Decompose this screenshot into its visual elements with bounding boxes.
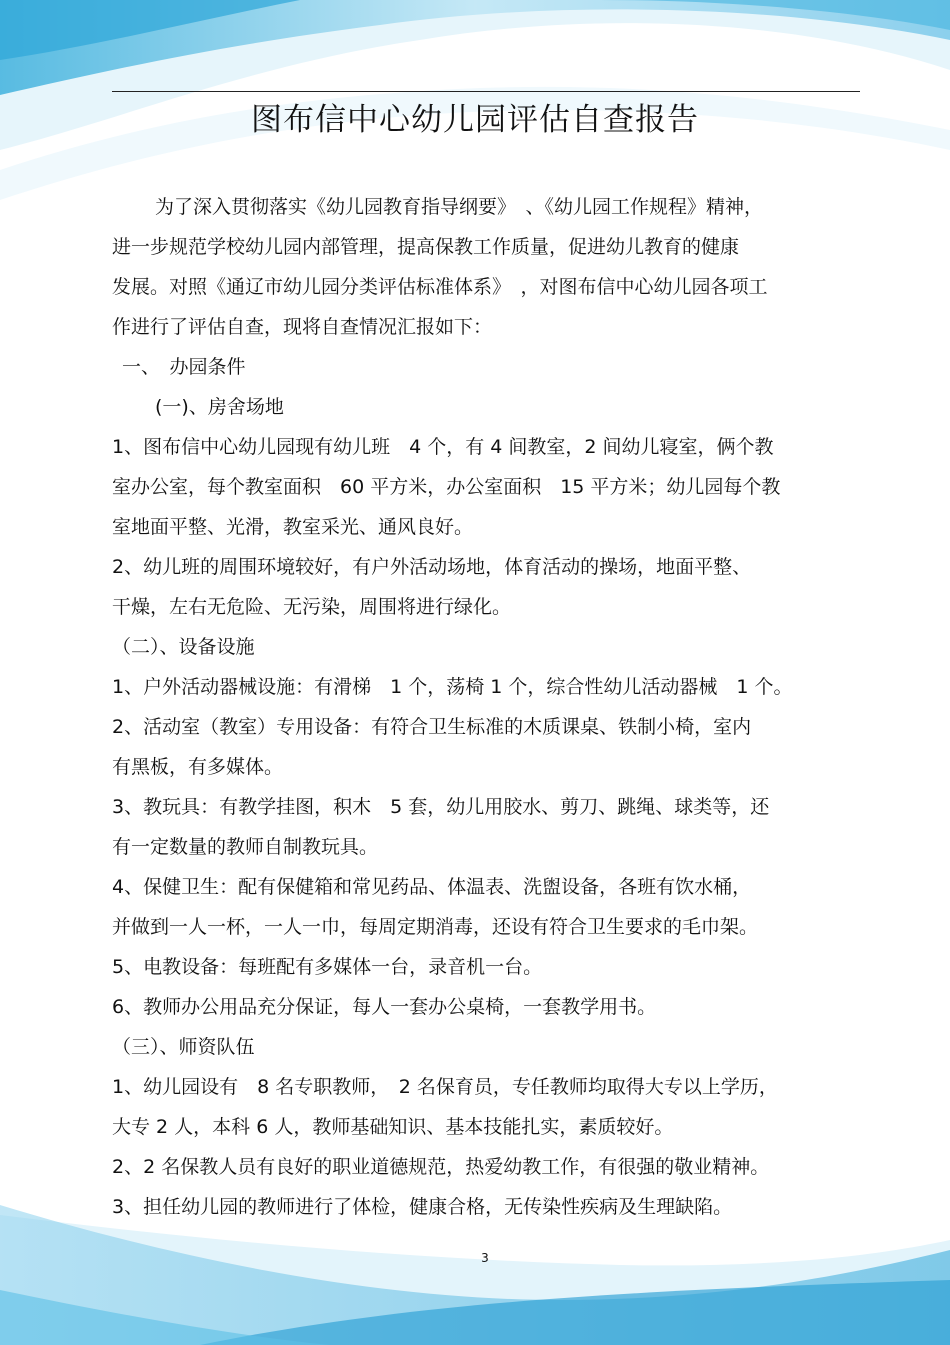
paragraph-line: 1、户外活动器械设施：有滑梯 1 个，荡椅 1 个，综合性幼儿活动器械 1 个。 (112, 676, 793, 698)
report-title: 图布信中心幼儿园评估自查报告 (251, 102, 699, 138)
subsection-heading: （三）、师资队伍 (112, 1036, 255, 1058)
paragraph-line: 5、电教设备：每班配有多媒体一台，录音机一台。 (112, 956, 543, 978)
paragraph-line: 3、教玩具：有教学挂图，积木 5 套，幼儿用胶水、剪刀、跳绳、球类等，还 (112, 796, 770, 818)
paragraph-line: 室办公室，每个教室面积 60 平方米，办公室面积 15 平方米；幼儿园每个教 (112, 476, 781, 498)
paragraph-line: 2、活动室（教室）专用设备：有符合卫生标准的木质课桌、铁制小椅，室内 (112, 716, 752, 738)
paragraph-line: 为了深入贯彻落实《幼儿园教育指导纲要》 、《幼儿园工作规程》精神， (155, 196, 764, 218)
paragraph-line: 1、幼儿园设有 8 名专职教师， 2 名保育员，专任教师均取得大专以上学历， (112, 1076, 778, 1098)
paragraph-line: 2、幼儿班的周围环境较好，有户外活动场地，体育活动的操场，地面平整、 (112, 556, 752, 578)
paragraph-line: 进一步规范学校幼儿园内部管理，提高保教工作质量，促进幼儿教育的健康 (112, 236, 740, 258)
header-rule (112, 91, 860, 92)
paragraph-line: 6、教师办公用品充分保证，每人一套办公桌椅，一套教学用书。 (112, 996, 657, 1018)
page-number: 3 (481, 1251, 489, 1265)
paragraph-line: 2、2 名保教人员有良好的职业道德规范，热爱幼教工作，有很强的敬业精神。 (112, 1156, 770, 1178)
paragraph-line: 有一定数量的教师自制教玩具。 (112, 836, 379, 858)
subsection-heading: (一)、房舍场地 (155, 396, 284, 418)
paragraph-line: 有黑板，有多媒体。 (112, 756, 284, 778)
subsection-heading: （二）、设备设施 (112, 636, 255, 658)
paragraph-line: 室地面平整、光滑，教室采光、通风良好。 (112, 516, 474, 538)
paragraph-line: 4、保健卫生：配有保健箱和常见药品、体温表、洗盥设备，各班有饮水桶， (112, 876, 752, 898)
section-heading: 一、 办园条件 (122, 356, 246, 378)
paragraph-line: 3、担任幼儿园的教师进行了体检，健康合格，无传染性疾病及生理缺陷。 (112, 1196, 733, 1218)
paragraph-line: 1、图布信中心幼儿园现有幼儿班 4 个，有 4 间教室，2 间幼儿寝室，俩个教 (112, 436, 774, 458)
paragraph-line: 发展。对照《通辽市幼儿园分类评估标准体系》 ，对图布信中心幼儿园各项工 (112, 276, 768, 298)
paragraph-line: 并做到一人一杯，一人一巾，每周定期消毒，还设有符合卫生要求的毛巾架。 (112, 916, 759, 938)
paragraph-line: 作进行了评估自查，现将自查情况汇报如下： (112, 316, 493, 338)
paragraph-line: 干燥，左右无危险、无污染，周围将进行绿化。 (112, 596, 512, 618)
paragraph-line: 大专 2 人，本科 6 人，教师基础知识、基本技能扎实，素质较好。 (112, 1116, 674, 1138)
